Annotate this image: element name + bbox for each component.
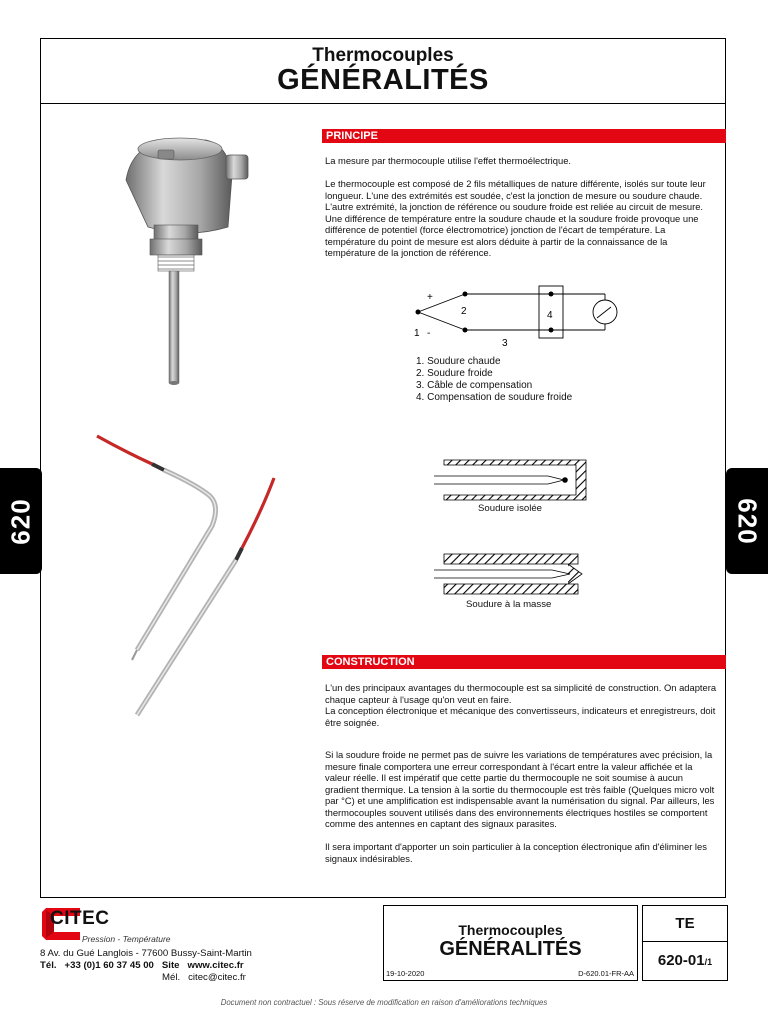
section-tab-left — [0, 468, 42, 574]
construction-heading-bar — [322, 655, 726, 669]
diagram-legend — [416, 356, 572, 404]
diagram-label-2: 2 — [461, 306, 467, 317]
thermocouple-circuit-diagram — [410, 282, 635, 354]
footer-disclaimer: Document non contractuel : Sous réserve de modification en raison d'améliorations techniques — [220, 998, 548, 1007]
thermocouple-head-photo — [118, 135, 253, 390]
diagram-minus-label: - — [427, 328, 431, 339]
principe-paragraph-2: Le thermocouple est composé de 2 fils métalliques de nature différente, isolés sur toute leur longueur. L'une des extrémités est soudée, c'est la jonction de mesure ou soudure chaude. L'autre extrémité, la jonction de référence ou soudure froide est reliée au circuit de mesure. Une différence de température entre la soudure chaude et la soudure froide provoque une différence de potentiel (force électromotrice) jonction de l'écart de température. La température du point de mesure est alors déduite à partir de la connaissance de la température de la jonction de référence. — [325, 178, 706, 258]
diagram-label-1: 1 — [414, 328, 420, 339]
thermocouple-probes-photo — [92, 430, 282, 720]
company-address: 8 Av. du Gué Langlois - 77600 Bussy-Saint-Martin — [40, 948, 252, 959]
soudure-isolee-caption: Soudure isolée — [478, 503, 543, 514]
principe-heading: PRINCIPE — [326, 130, 378, 142]
legend-item: 1. Soudure chaude — [416, 356, 501, 367]
tel-number: +33 (0)1 60 37 45 00 — [64, 960, 154, 971]
legend-item: 2. Soudure froide — [416, 368, 493, 379]
soudure-masse-caption: Soudure à la masse — [466, 599, 552, 610]
header-divider — [41, 103, 725, 104]
mail-label: Mél. — [162, 971, 181, 983]
site-link[interactable]: www.citec.fr — [187, 960, 244, 971]
section-tab-right-label: 620 — [732, 497, 763, 545]
diagram-label-3: 3 — [502, 338, 508, 349]
footer-code-box — [642, 905, 728, 981]
construction-heading: CONSTRUCTION — [326, 656, 415, 668]
footer-page-main: 620-01 — [657, 952, 705, 969]
header-title-main: GÉNÉRALITÉS — [277, 64, 489, 96]
construction-paragraph-3: Si la soudure froide ne permet pas de suivre les variations de températures avec précision, la mesure finale comportera une erreur correspondant à l'écart entre la valeur affichée et la valeur réelle. Il est impératif que cette partie du thermocouple ne soit soumise à aucun gradient thermique. La tension à la sortie du thermocouple est très faible (Quelques micro volt par °C) et une amplification est indispensable avant la numérisation du signal. Par ailleurs, les thermocouples souvent utilisés dans des environnements électriques hostiles se comportent comme des antennes en captant des signaux parasites. — [325, 749, 715, 829]
soudure-masse-diagram — [430, 550, 590, 596]
mail-link[interactable]: citec@citec.fr — [188, 971, 246, 983]
legend-item: 3. Câble de compensation — [416, 380, 533, 391]
tel-label: Tél. — [40, 960, 57, 971]
section-tab-left-label: 620 — [5, 497, 36, 545]
footer-doc-ref: D-620.01-FR-AA — [578, 969, 634, 978]
construction-paragraph-2: La conception électronique et mécanique des convertisseurs, indicateurs et enregistreurs, doit être soignée. — [325, 705, 716, 728]
construction-paragraph-1: L'un des principaux avantages du thermocouple est sa simplicité de construction. On adaptera chaque capteur à l'usage qu'on veut en faire. — [325, 682, 717, 705]
diagram-label-4: 4 — [547, 310, 553, 321]
principe-paragraph-1: La mesure par thermocouple utilise l'effet thermoélectrique. — [325, 155, 572, 166]
citec-tagline: Pression - Température — [82, 934, 171, 944]
footer-page-number — [643, 942, 727, 980]
footer-category-code: TE — [643, 906, 727, 942]
footer-date: 19-10-2020 — [386, 969, 425, 978]
citec-logo-text: CITEC — [50, 908, 110, 929]
footer-title-box — [383, 905, 638, 981]
header-title-top: Thermocouples — [312, 45, 454, 66]
section-tab-right — [726, 468, 768, 574]
footer-page-sub: /1 — [704, 957, 713, 967]
legend-item: 4. Compensation de soudure froide — [416, 392, 573, 403]
soudure-isolee-diagram — [430, 456, 590, 502]
construction-paragraph-4: Il sera important d'apporter un soin particulier à la conception électronique afin d'éliminer les signaux indésirables. — [325, 841, 707, 864]
principe-heading-bar — [322, 129, 726, 143]
diagram-plus-label: + — [427, 292, 433, 303]
footer-title-main: GÉNÉRALITÉS — [439, 938, 582, 960]
footer-title-top: Thermocouples — [458, 922, 563, 938]
company-contact — [40, 960, 246, 983]
site-label: Site — [161, 960, 180, 971]
